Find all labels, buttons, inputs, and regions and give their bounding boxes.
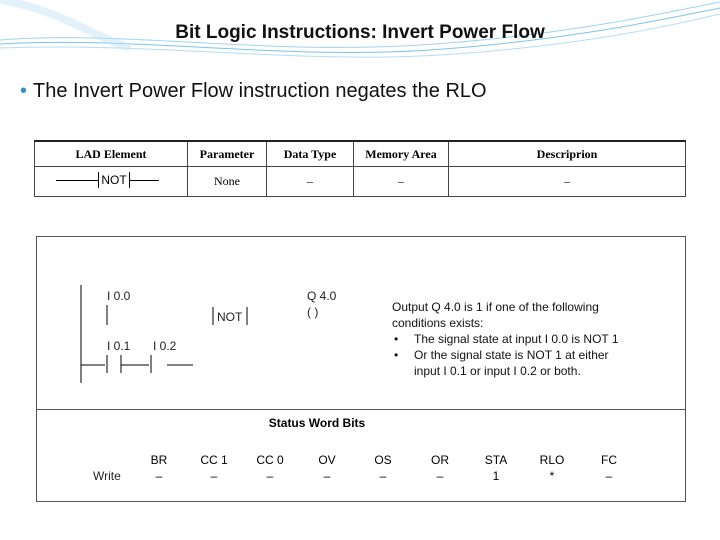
bit-name: OR	[431, 453, 449, 467]
bit-value: *	[549, 469, 555, 483]
condition-1: The signal state at input I 0.0 is NOT 1	[414, 332, 619, 346]
coil-symbol: ( )	[307, 305, 319, 319]
data-type-cell: –	[267, 167, 354, 197]
header-parameter: Parameter	[188, 141, 267, 167]
condition-2-line-1: Or the signal state is NOT 1 at either	[414, 348, 609, 362]
table-row	[35, 167, 686, 197]
bullet-text-row	[20, 80, 487, 103]
bullet-dot-icon: •	[20, 80, 28, 102]
write-row-label: Write	[93, 469, 121, 483]
bit-name: CC 1	[200, 453, 228, 467]
header-memory-area: Memory Area	[354, 141, 449, 167]
bit-value: 1	[492, 469, 500, 483]
memory-area-cell: –	[354, 167, 449, 197]
header-data-type: Data Type	[267, 141, 354, 167]
bit-value: –	[266, 469, 274, 483]
bullet-dot-icon: •	[394, 348, 399, 362]
bit-value: –	[323, 469, 331, 483]
bit-name: CC 0	[256, 453, 284, 467]
contact-i01-label: I 0.1	[107, 339, 131, 353]
description-line-1: Output Q 4.0 is 1 if one of the following	[392, 300, 599, 314]
lad-element-cell	[35, 167, 188, 197]
bit-value: –	[210, 469, 218, 483]
not-right-line	[129, 180, 159, 181]
description-cell: –	[449, 167, 686, 197]
bullet-text: The Invert Power Flow instruction negates the RLO	[33, 80, 487, 102]
contact-i00-label: I 0.0	[107, 289, 131, 303]
panel-divider	[37, 409, 685, 410]
condition-2-line-2: input I 0.1 or input I 0.2 or both.	[414, 364, 581, 378]
bit-name: RLO	[539, 453, 565, 467]
bit-name: STA	[484, 453, 508, 467]
not-left-line	[56, 180, 98, 181]
lad-element-table	[34, 140, 686, 197]
bit-value: –	[155, 469, 163, 483]
bit-value: –	[379, 469, 387, 483]
bit-name: OV	[318, 453, 336, 467]
table-header-row	[35, 141, 686, 167]
bit-name: FC	[601, 453, 617, 467]
header-lad-element: LAD Element	[35, 141, 188, 167]
not-element-symbol	[56, 170, 166, 190]
parameter-cell: None	[188, 167, 267, 197]
ladder-diagram-panel	[36, 236, 686, 502]
bit-name: BR	[150, 453, 168, 467]
header-description: Descriprion	[449, 141, 686, 167]
bit-name: OS	[374, 453, 392, 467]
status-word-title: Status Word Bits	[268, 416, 366, 430]
not-box: NOT	[98, 172, 130, 188]
contact-i02-label: I 0.2	[153, 339, 177, 353]
bit-value: –	[605, 469, 613, 483]
not-box-label: NOT	[217, 310, 243, 324]
bit-value: –	[436, 469, 444, 483]
bullet-dot-icon: •	[394, 332, 399, 346]
description-line-2: conditions exists:	[392, 316, 484, 330]
coil-q40-label: Q 4.0	[307, 289, 337, 303]
slide-title: Bit Logic Instructions: Invert Power Flow	[175, 22, 545, 43]
